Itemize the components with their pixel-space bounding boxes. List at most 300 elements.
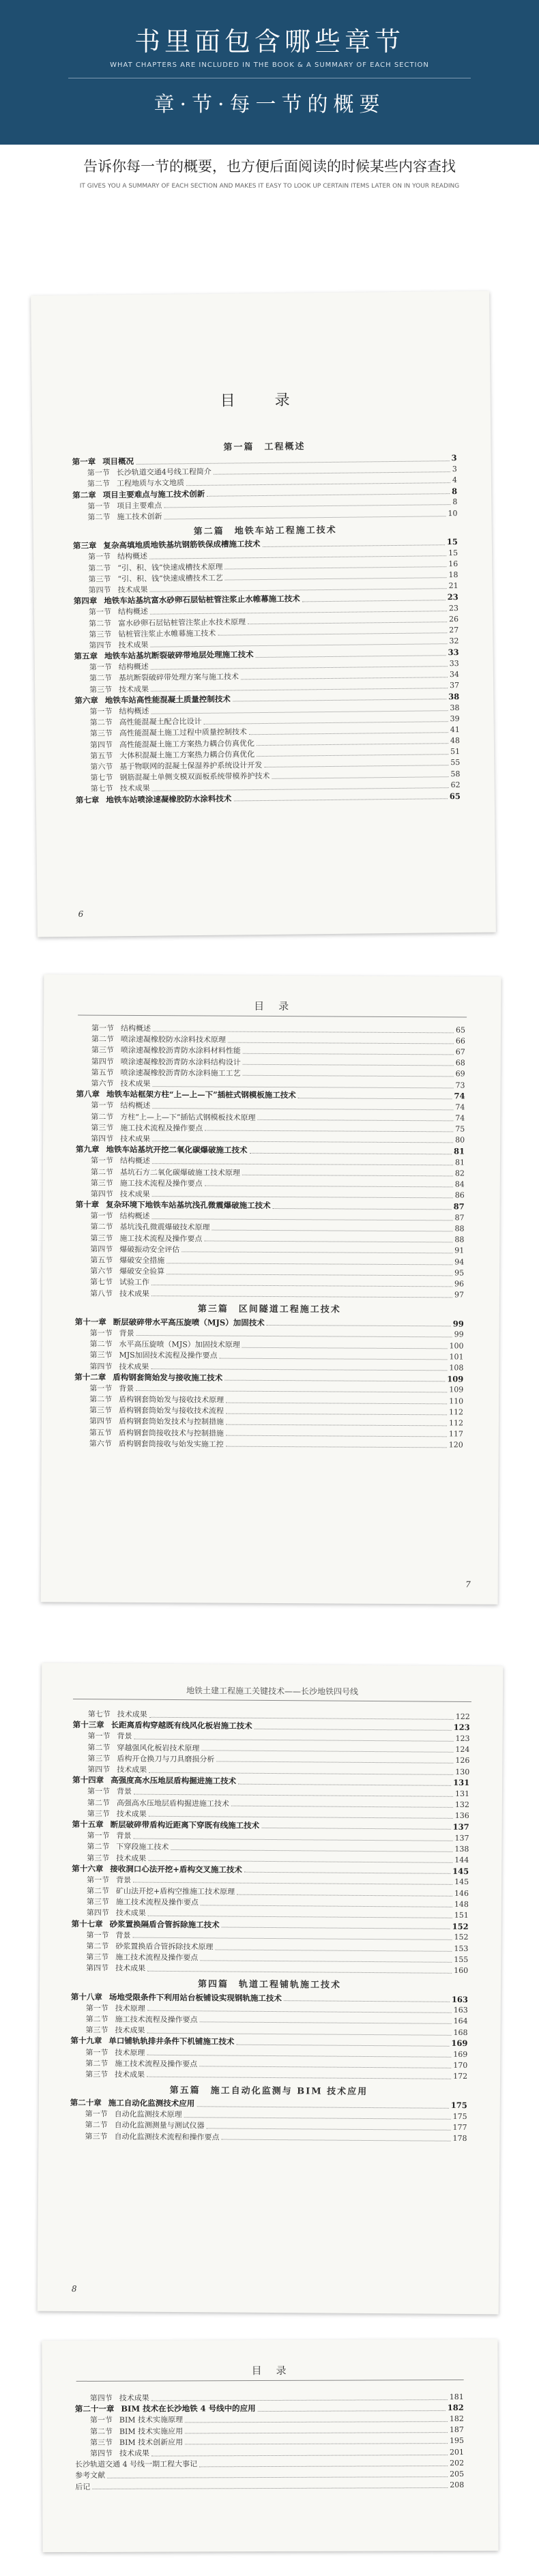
- toc-page-number: 26: [449, 615, 459, 624]
- toc-page-number: 51: [450, 747, 461, 757]
- toc-page-number: 87: [453, 1201, 465, 1212]
- toc-page-number: 131: [454, 1789, 470, 1798]
- toc-entry-label: 第三节: [90, 1233, 113, 1243]
- toc-entry-title: 地铁车站框架方柱“上—上—下”插桩式钢模板施工技术: [106, 1089, 296, 1100]
- toc-section-row: [75, 1287, 464, 1300]
- toc-leader-dots: [226, 1396, 447, 1404]
- toc-entry-title: 砂浆置换盾合管拆除技术原理: [115, 1942, 214, 1952]
- toc-page-number: 181: [449, 2392, 464, 2401]
- toc-leader-dots: [147, 1965, 452, 1974]
- toc-entry-title: BIM 技术实施应用: [119, 2427, 184, 2436]
- toc-page-number: 65: [455, 1025, 466, 1035]
- toc-entry-title: 场地受限条件下利用站台板铺设实现钢轨施工技术: [108, 1991, 282, 2003]
- toc-entry-label: 第六节: [91, 1079, 114, 1088]
- toc-leader-dots: [250, 1147, 452, 1154]
- toc-page-number: 74: [455, 1113, 465, 1123]
- toc-leader-dots: [149, 550, 446, 559]
- toc-entry-label: 第一节: [89, 1384, 113, 1393]
- toc-entry-title: 自动化监测技术原理: [114, 2109, 182, 2120]
- toc-leader-dots: [152, 1190, 453, 1198]
- toc-page-number: 163: [451, 1994, 468, 2004]
- toc-entry-title: 项目主要难点: [117, 501, 162, 511]
- toc-page-number: 101: [449, 1352, 464, 1362]
- toc-leader-dots: [205, 1180, 453, 1188]
- toc-entry-title: MJS加固技术流程及操作要点: [119, 1351, 218, 1360]
- toc-list: [74, 1023, 465, 1451]
- toc-section-row: [75, 2425, 464, 2437]
- toc-entry-label: 第五节: [90, 1255, 113, 1265]
- toc-leader-dots: [204, 716, 448, 724]
- toc-entry-title: 技术成果: [116, 1853, 147, 1863]
- toc-entry-label: 第七节: [90, 773, 113, 782]
- toc-entry-label: 第四节: [90, 1189, 113, 1199]
- toc-leader-dots: [136, 455, 450, 465]
- toc-page-number: 132: [454, 1800, 469, 1810]
- toc-entry-label: 第一节: [86, 1930, 109, 1940]
- toc-entry-label: 第十章: [75, 1199, 100, 1210]
- toc-entry-label: 第二节: [86, 1886, 110, 1896]
- toc-leader-dots: [233, 694, 447, 702]
- toc-entry-title: 技术成果: [115, 2025, 145, 2035]
- toc-entry-title: 项目主要难点与施工技术创新: [102, 488, 205, 500]
- toc-entry-title: 背景: [116, 1787, 132, 1796]
- toc-entry-label: 第二节: [87, 512, 111, 522]
- toc-page-number: 169: [451, 2038, 468, 2049]
- toc-leader-dots: [242, 1341, 448, 1349]
- toc-entry-title: 爆破振动安全评估: [119, 1244, 180, 1255]
- toc-leader-dots: [152, 1136, 453, 1143]
- toc-entry-title: 砂浆置换隔盾合管拆除施工技术: [109, 1919, 220, 1930]
- toc-entry-label: 第一节: [89, 1328, 113, 1338]
- toc-leader-dots: [207, 488, 450, 497]
- toc-leader-dots: [226, 1419, 447, 1426]
- toc-leader-dots: [148, 1910, 452, 1918]
- toc-list: [70, 1708, 469, 2144]
- toc-entry-title: 背景: [119, 1384, 134, 1393]
- toc-leader-dots: [249, 727, 448, 735]
- toc-entry-title: 盾构钢套筒接收与始发实施工控: [118, 1439, 224, 1449]
- toc-page-number: 175: [450, 2100, 467, 2111]
- toc-leader-dots: [215, 1944, 452, 1951]
- toc-page-number: 38: [448, 691, 460, 702]
- toc-section-row: [75, 2468, 464, 2480]
- toc-leader-dots: [136, 1330, 452, 1337]
- toc-part-heading: 第三篇 区间隧道工程施工技术: [197, 1304, 341, 1315]
- toc-leader-dots: [136, 1385, 447, 1392]
- toc-entry-label: 第三节: [85, 2025, 108, 2035]
- toc-section-row: [74, 1437, 463, 1450]
- toc-part-heading: 第五篇 施工自动化监测与 BIM 技术应用: [169, 2085, 368, 2097]
- toc-entry-label: 第四节: [90, 2448, 113, 2458]
- toc-page-number: 152: [454, 1933, 469, 1942]
- toc-entry-title: 长距离盾构穿越既有线风化板岩施工技术: [111, 1720, 252, 1731]
- toc-leader-dots: [248, 616, 447, 624]
- toc-entry-label: 第一节: [91, 1101, 114, 1111]
- toc-entry-label: 第十七章: [71, 1918, 103, 1929]
- toc-entry-label: 第十二章: [74, 1372, 106, 1382]
- intro-text: 告诉你每一节的概要，也方便后面阅读的时候某些内容查找: [83, 158, 456, 175]
- toc-entry-label: 第二节: [89, 1394, 113, 1404]
- toc-leader-dots: [224, 561, 446, 569]
- toc-leader-dots: [242, 1169, 453, 1177]
- toc-entry-title: 技术成果: [116, 1809, 147, 1819]
- toc-entry-title: BIM 技术实施原理: [119, 2415, 184, 2425]
- toc-entry-label: 第二节: [91, 1112, 114, 1122]
- toc-entry-label: 第三节: [88, 574, 111, 584]
- toc-entry-label: 第一节: [91, 1023, 115, 1033]
- toc-leader-dots: [258, 2405, 446, 2412]
- toc-entry-title: BIM 技术在长沙地铁 4 号线中的应用: [121, 2403, 256, 2414]
- toc-page-number: 201: [450, 2447, 465, 2457]
- toc-entry-title: 结构概述: [119, 706, 149, 716]
- toc-leader-dots: [164, 499, 450, 508]
- toc-leader-dots: [107, 2471, 448, 2478]
- toc-entry-label: 第三节: [91, 1123, 114, 1132]
- toc-entry-label: 第二节: [85, 2015, 108, 2024]
- toc-page-number: 48: [450, 736, 461, 746]
- toc-entry-label: 第一节: [89, 2416, 113, 2425]
- toc-entry-title: 钻桩管注浆止水帷幕施工技术: [118, 628, 216, 639]
- toc-leader-dots: [258, 1114, 454, 1122]
- toc-entry-label: 第十四章: [72, 1775, 104, 1785]
- toc-entry-label: 第四节: [89, 1362, 113, 1371]
- toc-entry-label: 第十五章: [72, 1819, 104, 1830]
- toc-entry-title: 大体积混凝土施工方案热力耦合仿真优化: [119, 749, 255, 761]
- toc-page-number: 33: [448, 647, 459, 658]
- toc-page-number: 39: [450, 714, 460, 723]
- toc-page-number: 81: [454, 1146, 465, 1156]
- toc-entry-label: 第三章: [72, 540, 97, 551]
- toc-section-row: [70, 2131, 467, 2144]
- toc-entry-label: 第四节: [87, 1765, 111, 1774]
- toc-entry-label: 第二节: [87, 1742, 111, 1753]
- toc-entry-title: 爆破安全验算: [119, 1267, 165, 1276]
- toc-entry-title: 施工技术流程及操作要点: [120, 1123, 203, 1133]
- toc-entry-label: 第三节: [90, 1178, 113, 1188]
- toc-page-number: 67: [455, 1047, 465, 1057]
- toc-page-number: 177: [452, 2122, 467, 2132]
- toc-page-number: 65: [449, 791, 461, 801]
- toc-entry-title: 背景: [116, 1831, 132, 1841]
- toc-entry-title: 高强高水压地层盾构掘进施工技术: [116, 1798, 229, 1809]
- toc-entry-title: “引、积、钱”快速成槽技术工艺: [117, 573, 223, 584]
- toc-entry-title: 结构概述: [120, 1023, 151, 1034]
- toc-page-number: 112: [448, 1418, 464, 1428]
- toc-page-number: 175: [452, 2111, 467, 2121]
- toc-entry-label: 第一节: [90, 1211, 113, 1221]
- toc-entry-label: 第二章: [72, 490, 96, 500]
- toc-page-number: 37: [450, 681, 460, 690]
- toc-list: [75, 2391, 465, 2492]
- toc-entry-title: 结构概述: [117, 607, 149, 617]
- toc-page-1: [31, 291, 496, 937]
- toc-entry-title: 施工技术流程及操作要点: [119, 1178, 203, 1188]
- toc-entry-label: 第九章: [76, 1144, 100, 1154]
- toc-entry-label: 第二十一章: [74, 2404, 115, 2414]
- toc-leader-dots: [151, 1279, 452, 1287]
- toc-page-number: 145: [452, 1866, 469, 1876]
- toc-entry-label: 第四章: [73, 596, 98, 606]
- toc-page-number: 145: [454, 1877, 469, 1887]
- toc-leader-dots: [134, 1832, 453, 1841]
- toc-page-number: 3: [451, 453, 457, 463]
- toc-leader-dots: [221, 2134, 450, 2141]
- toc-page-number: 73: [455, 1080, 465, 1090]
- toc-entry-title: 地铁车站喷涂速凝橡胶防水涂料技术: [106, 793, 232, 804]
- toc-page-number: 123: [455, 1733, 470, 1744]
- toc-entry-title: 技术成果: [119, 684, 149, 694]
- toc-entry-title: 工程地质与水文地质: [116, 478, 185, 488]
- toc-leader-dots: [151, 1363, 447, 1371]
- toc-entry-label: 第七节: [90, 784, 113, 794]
- toc-entry-label: 第一节: [87, 1787, 111, 1796]
- toc-leader-dots: [226, 1441, 447, 1448]
- toc-leader-dots: [152, 782, 449, 791]
- toc-leader-dots: [222, 1922, 450, 1929]
- toc-page-number: 88: [454, 1224, 465, 1233]
- toc-entry-label: 第三节: [85, 2070, 108, 2079]
- toc-entry-title: 地铁车站基坑开挖二氧化碳爆破施工技术: [106, 1144, 248, 1155]
- toc-entry-title: 后记: [75, 2482, 91, 2491]
- toc-section-row: [75, 2435, 464, 2448]
- toc-leader-dots: [241, 671, 448, 679]
- toc-entry-title: 技术成果: [117, 585, 148, 595]
- toc-section-row: [75, 2446, 464, 2459]
- toc-page-number: 178: [452, 2134, 467, 2143]
- toc-page-number: 160: [454, 1965, 469, 1975]
- toc-page-number: 153: [454, 1944, 469, 1953]
- toc-entry-label: 第一节: [89, 662, 112, 672]
- toc-entry-label: 第一节: [85, 2047, 108, 2057]
- header-banner: [0, 0, 539, 145]
- toc-entry-label: 第六节: [89, 1439, 112, 1448]
- toc-entry-title: 盾构钢套筒接收技术与控制措施: [118, 1428, 224, 1438]
- toc-page-number: 112: [449, 1407, 464, 1417]
- toc-entry-title: 施工技术流程及操作要点: [115, 1897, 199, 1907]
- toc-page-number: 66: [455, 1036, 465, 1046]
- toc-entry-title: 盾构钢套筒始发技术与控制措施: [118, 1417, 224, 1427]
- toc-entry-label: 第二节: [87, 1798, 110, 1807]
- toc-entry-title: 地铁车站基坑富水砂卵石层钻桩管注浆止水帷幕施工技术: [104, 594, 300, 606]
- toc-leader-dots: [298, 1092, 452, 1099]
- toc-leader-dots: [150, 583, 447, 593]
- toc-leader-dots: [149, 1711, 454, 1719]
- toc-entry-label: 第二节: [85, 2120, 108, 2130]
- toc-entry-title: 长沙轨道交通4号线工程简介: [116, 467, 212, 478]
- toc-leader-dots: [134, 1733, 454, 1742]
- toc-entry-label: 第二节: [90, 1167, 113, 1177]
- toc-entry-label: 第八节: [89, 1289, 113, 1298]
- toc-leader-dots: [244, 1867, 450, 1874]
- toc-entry-label: 第六节: [90, 762, 113, 772]
- toc-leader-dots: [186, 477, 450, 486]
- toc-entry-title: 高强度高水压地层盾构掘进施工技术: [111, 1775, 237, 1786]
- header-title: 书里面包含哪些章节: [134, 27, 405, 57]
- toc-leader-dots: [185, 2427, 448, 2433]
- toc-leader-dots: [92, 2482, 448, 2489]
- toc-entry-title: 基坑断裂破碎带处理方案与施工技术: [118, 672, 239, 683]
- toc-entry-title: 自动化监测技术流程和操作要点: [114, 2132, 220, 2142]
- toc-leader-dots: [148, 1855, 452, 1863]
- toc-leader-dots: [147, 2027, 452, 2035]
- toc-leader-dots: [261, 1822, 451, 1830]
- toc-page-number: 21: [448, 581, 458, 591]
- toc-entry-title: 技术成果: [120, 1079, 151, 1089]
- toc-entry-title: 高性能混凝土施工方案热力耦合仿真优化: [119, 738, 255, 749]
- toc-entry-label: 第十八章: [70, 1991, 102, 2002]
- toc-leader-dots: [284, 1995, 450, 2002]
- toc-page-number: 208: [450, 2480, 465, 2490]
- toc-page-number: 86: [454, 1190, 465, 1200]
- toc-entry-label: 第四节: [91, 1057, 114, 1066]
- toc-page-number: 80: [455, 1135, 465, 1145]
- toc-leader-dots: [226, 1407, 447, 1415]
- toc-leader-dots: [226, 1430, 447, 1437]
- toc-leader-dots: [196, 2101, 449, 2109]
- toc-title: 目 录: [78, 998, 467, 1018]
- toc-page-number: 38: [450, 703, 460, 712]
- toc-entry-title: 技术成果: [115, 2070, 145, 2079]
- toc-page-number: 155: [454, 1955, 469, 1964]
- toc-page-number: 97: [454, 1290, 464, 1300]
- toc-leader-dots: [150, 605, 447, 615]
- toc-entry-title: 断层破碎带水平高压旋喷（MJS）加固技术: [113, 1317, 265, 1328]
- toc-leader-dots: [238, 1778, 451, 1785]
- toc-entry-label: 第三节: [89, 684, 113, 694]
- toc-page-number: 99: [454, 1330, 464, 1339]
- toc-page-number: 148: [454, 1899, 469, 1909]
- toc-leader-dots: [153, 1081, 454, 1088]
- toc-entry-label: 第十六章: [72, 1863, 104, 1874]
- toc-leader-dots: [236, 2038, 449, 2046]
- toc-leader-dots: [149, 1766, 453, 1774]
- toc-leader-dots: [200, 1955, 452, 1963]
- toc-leader-dots: [212, 1225, 452, 1232]
- toc-page-number: 23: [448, 603, 458, 613]
- toc-leader-dots: [151, 705, 448, 714]
- toc-page-number: 68: [455, 1058, 465, 1068]
- toc-entry-title: 技术成果: [119, 2393, 149, 2403]
- toc-entry-label: 第一节: [88, 607, 112, 617]
- toc-entry-title: 结构概述: [119, 1156, 151, 1166]
- intro-text-en: IT GIVES YOU A SUMMARY OF EACH SECTION AND MAKES IT EASY TO LOOK UP CERTAIN ITEMS LATER ON IN YOUR READING: [79, 183, 460, 190]
- toc-page-number: 195: [449, 2436, 464, 2446]
- toc-page-number: 81: [454, 1158, 465, 1167]
- toc-entry-title: 基坑浅孔微震爆破技术原理: [119, 1223, 210, 1232]
- toc-entry-title: 技术成果: [119, 2448, 150, 2458]
- toc-entry-label: 第一节: [87, 1831, 110, 1841]
- toc-page-number: 4: [452, 475, 458, 485]
- toc-entry-title: 施工技术创新: [117, 512, 162, 522]
- toc-entry-label: 第一节: [87, 468, 110, 478]
- toc-leader-dots: [256, 649, 446, 658]
- toc-page-number: 169: [453, 2049, 468, 2060]
- toc-page-number: 91: [454, 1246, 465, 1255]
- toc-leader-dots: [147, 2049, 451, 2058]
- toc-leader-dots: [264, 760, 448, 768]
- toc-page-number: 117: [448, 1429, 463, 1439]
- toc-entry-title: 钢筋混凝土单侧支模双面板系统带模养护技术: [119, 772, 270, 782]
- toc-entry-title: 断层破碎带盾构近距离下穿既有线施工技术: [110, 1819, 260, 1830]
- toc-chapter-row: [75, 2402, 464, 2414]
- toc-page-number: 32: [449, 636, 459, 646]
- toc-entry-title: 技术成果: [119, 1189, 150, 1199]
- toc-leader-dots: [171, 1844, 452, 1852]
- toc-title: 目 录: [76, 2362, 464, 2382]
- toc-leader-dots: [243, 1059, 454, 1066]
- toc-page-number: 109: [447, 1374, 464, 1384]
- toc-entry-title: 施工技术流程及操作要点: [115, 2059, 198, 2068]
- toc-page-4: [42, 2339, 498, 2552]
- toc-list: [72, 435, 461, 806]
- toc-page-number: 15: [446, 537, 458, 547]
- toc-entry-title: 盾构钢套筒始发与接收技术流程: [119, 1406, 224, 1416]
- toc-entry-label: 第五节: [89, 1428, 112, 1437]
- toc-page-number: 144: [454, 1855, 469, 1865]
- toc-leader-dots: [225, 572, 447, 580]
- toc-entry-title: 基于物联网的混凝土保湿养护系统设计开发: [119, 760, 263, 772]
- toc-leader-dots: [302, 594, 446, 602]
- running-head: 地铁土建工程施工关键技术——长沙地铁四号线: [73, 1684, 471, 1702]
- toc-leader-dots: [133, 1877, 452, 1885]
- toc-page-number: 87: [454, 1213, 465, 1223]
- toc-entry-label: 第二节: [90, 1223, 113, 1232]
- toc-leader-dots: [151, 2449, 448, 2457]
- toc-leader-dots: [272, 771, 448, 779]
- toc-entry-title: 结构概述: [119, 1212, 150, 1221]
- toc-entry-label: 第五章: [74, 651, 98, 662]
- toc-leader-dots: [231, 1800, 453, 1808]
- toc-entry-title: 技术成果: [115, 1963, 146, 1974]
- toc-page-2: [41, 974, 501, 1604]
- toc-entry-label: 第一节: [89, 707, 113, 716]
- toc-entry-label: 第七节: [87, 1710, 111, 1719]
- toc-page-number: 187: [449, 2425, 464, 2435]
- toc-page-number: 74: [454, 1091, 465, 1101]
- toc-entry-label: 第二节: [89, 718, 113, 727]
- toc-entry-label: 第一节: [87, 501, 111, 511]
- toc-page-number: 34: [449, 669, 460, 679]
- toc-entry-label: 第二节: [87, 479, 111, 489]
- toc-page-number: 131: [453, 1778, 470, 1788]
- toc-page-number: 8: [452, 497, 458, 507]
- toc-entry-title: 技术成果: [119, 1362, 149, 1371]
- toc-page-number: 100: [449, 1341, 464, 1351]
- toc-page-number: 151: [454, 1910, 469, 1920]
- toc-entry-title: 技术成果: [118, 640, 149, 650]
- toc-entry-label: 第十九章: [70, 2036, 102, 2046]
- toc-page-number: 152: [452, 1921, 469, 1931]
- toc-page-number: 84: [454, 1180, 465, 1189]
- toc-entry-title: 盾构钢套筒始发与接收施工技术: [113, 1372, 223, 1383]
- toc-entry-label: 第三节: [87, 1853, 110, 1862]
- page-number: 8: [71, 2283, 77, 2294]
- toc-entry-label: 第三节: [91, 1046, 114, 1055]
- toc-entry-label: 第一节: [85, 2109, 108, 2119]
- toc-leader-dots: [199, 2060, 451, 2068]
- toc-entry-label: 第四节: [88, 585, 111, 595]
- toc-entry-label: 第八章: [76, 1089, 100, 1099]
- toc-page-number: 205: [450, 2469, 465, 2478]
- toc-entry-title: 盾构开仓换刀与刀具磨损分析: [117, 1754, 215, 1764]
- toc-entry-label: 第二节: [89, 1339, 113, 1349]
- toc-entry-label: 第二十章: [70, 2098, 102, 2108]
- header-subtitle-en: WHAT CHAPTERS ARE INCLUDED IN THE BOOK & A SUMMARY OF EACH SECTION: [110, 61, 429, 69]
- toc-entry-label: 第二节: [89, 618, 112, 628]
- toc-leader-dots: [152, 1158, 453, 1165]
- toc-entry-title: 喷涂速凝橡胶沥青防水涂料结构设计: [120, 1057, 241, 1067]
- toc-entry-title: 爆破安全措施: [119, 1255, 165, 1265]
